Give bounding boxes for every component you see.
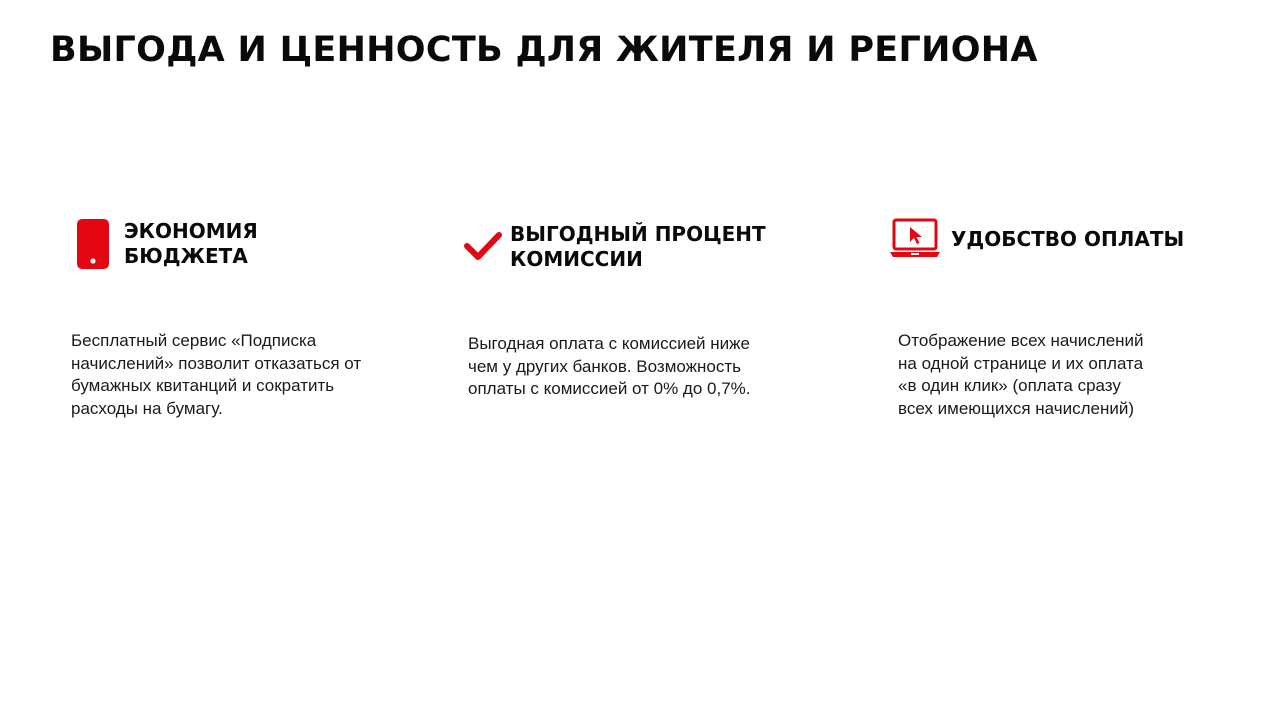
feature-budget-savings xyxy=(76,218,304,270)
feature-header xyxy=(889,218,1211,260)
feature-heading: УДОБСТВО ОПЛАТЫ xyxy=(951,226,1185,251)
feature-payment-convenience xyxy=(889,218,1211,260)
feature-header xyxy=(464,222,810,272)
feature-description: Выгодная оплата с комиссией ниже чем у других банков. Возможность оплаты с комиссией от 0% до 0,7%. xyxy=(468,334,751,398)
slide-title: ВЫГОДА И ЦЕННОСТЬ ДЛЯ ЖИТЕЛЯ И РЕГИОНА xyxy=(50,30,1038,70)
feature-heading: ВЫГОДНЫЙ ПРОЦЕНТ КОМИССИИ xyxy=(510,222,766,271)
smartphone-icon xyxy=(76,218,110,270)
feature-description: Бесплатный сервис «Подписка начислений» позволит отказаться от бумажных квитанций и сократить расходы на бумагу. xyxy=(71,331,362,418)
feature-commission xyxy=(464,222,810,272)
feature-heading: ЭКОНОМИЯ БЮДЖЕТА xyxy=(124,219,258,268)
checkmark-icon xyxy=(464,232,502,262)
feature-description: Отображение всех начислений на одной странице и их оплата «в один клик» (оплата сразу всех имеющихся начислений) xyxy=(898,331,1144,418)
laptop-cursor-icon xyxy=(889,218,941,260)
feature-header xyxy=(76,218,304,270)
